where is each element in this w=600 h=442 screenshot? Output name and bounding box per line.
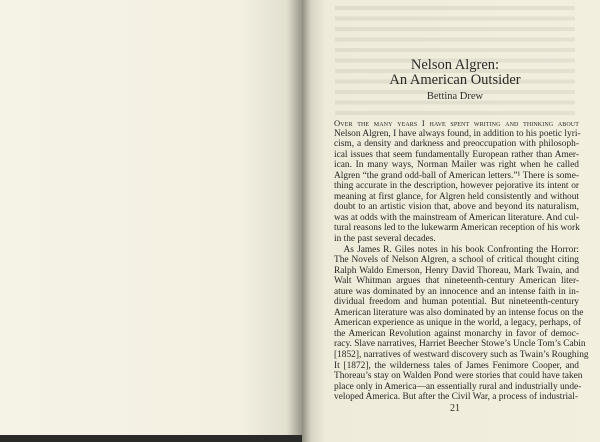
body-text-line: As James R. Giles notes in his book Confronting the Horror: (334, 244, 579, 255)
body-text-line: the American Revolution against monarchy in favor of democ- (334, 328, 579, 339)
body-text-line: veloped America. But after the Civil War, a process of industrial- (334, 392, 578, 403)
body-text-line: It [1872], the wilderness tales of James Fenimore Cooper, and (334, 360, 579, 371)
body-text-line: meaning at first glance, for Algren held consistently and without (334, 191, 579, 202)
body-text-line: The Novels of Nelson Algren, a school of critical thought citing (334, 255, 579, 266)
body-text-line: [1852], narratives of westward discovery such as Twain’s Roughing (334, 350, 589, 361)
body-text-line: Ralph Waldo Emerson, Henry David Thoreau, Mark Twain, and (334, 265, 579, 276)
body-text-line: ican. In many ways, Norman Mailer was right when he called (334, 160, 579, 171)
body-text-line: ical issues that seem fundamentally European rather than Amer- (334, 149, 579, 160)
body-text-line: was at odds with the mainstream of American literature. And cul- (334, 212, 579, 223)
body-text-line: Thoreau’s stay on Walden Pond were stories that could have taken (334, 371, 583, 382)
chapter-author: Bettina Drew (426, 91, 484, 102)
page-number: 21 (450, 403, 460, 414)
body-text-line: cism, a density and darkness and preoccupation with philosoph- (334, 139, 579, 150)
body-text-line: place only in America—an essentially rural and industrially unde- (334, 381, 582, 392)
body-text-line: tural reasons led to the lukewarm American reception of his work (334, 223, 580, 234)
body-text-line: Walt Whitman argues that nineteenth-century American liter- (334, 276, 579, 287)
body-text-line: Algren “the grand odd-ball of American letters.”¹ There is some- (334, 170, 579, 181)
chapter-title-line2: An American Outsider (389, 72, 521, 88)
body-text-line: doubt to an artistic vision that, above and beyond its naturalism, (334, 202, 579, 213)
body-text-line: in the past several decades. (334, 234, 436, 245)
body-text-line: American experience as unique in the world, a legacy, perhaps, of (334, 318, 581, 329)
body-text-line: thing accurate in the description, however pejorative its intent or (334, 181, 579, 192)
chapter-title-line1: Nelson Algren: (410, 57, 500, 73)
body-text-line: ature was dominated by an innocence and an intense faith in in- (334, 286, 579, 297)
chapter-body (334, 118, 589, 403)
body-text-line: dividual freedom and human potential. But nineteenth-century (334, 297, 579, 308)
body-text-line: Over the many years I have spent writing and thinking about (334, 118, 579, 128)
body-text-line: American literature was also dominated by an intense focus on the (334, 307, 584, 318)
body-text-line: Nelson Algren, I have always found, in addition to his poetic lyri- (334, 128, 581, 139)
scan-edge (0, 435, 302, 442)
body-text-line: racy. Slave narratives, Harriet Beecher Stowe’s Uncle Tom’s Cabin (334, 339, 586, 350)
